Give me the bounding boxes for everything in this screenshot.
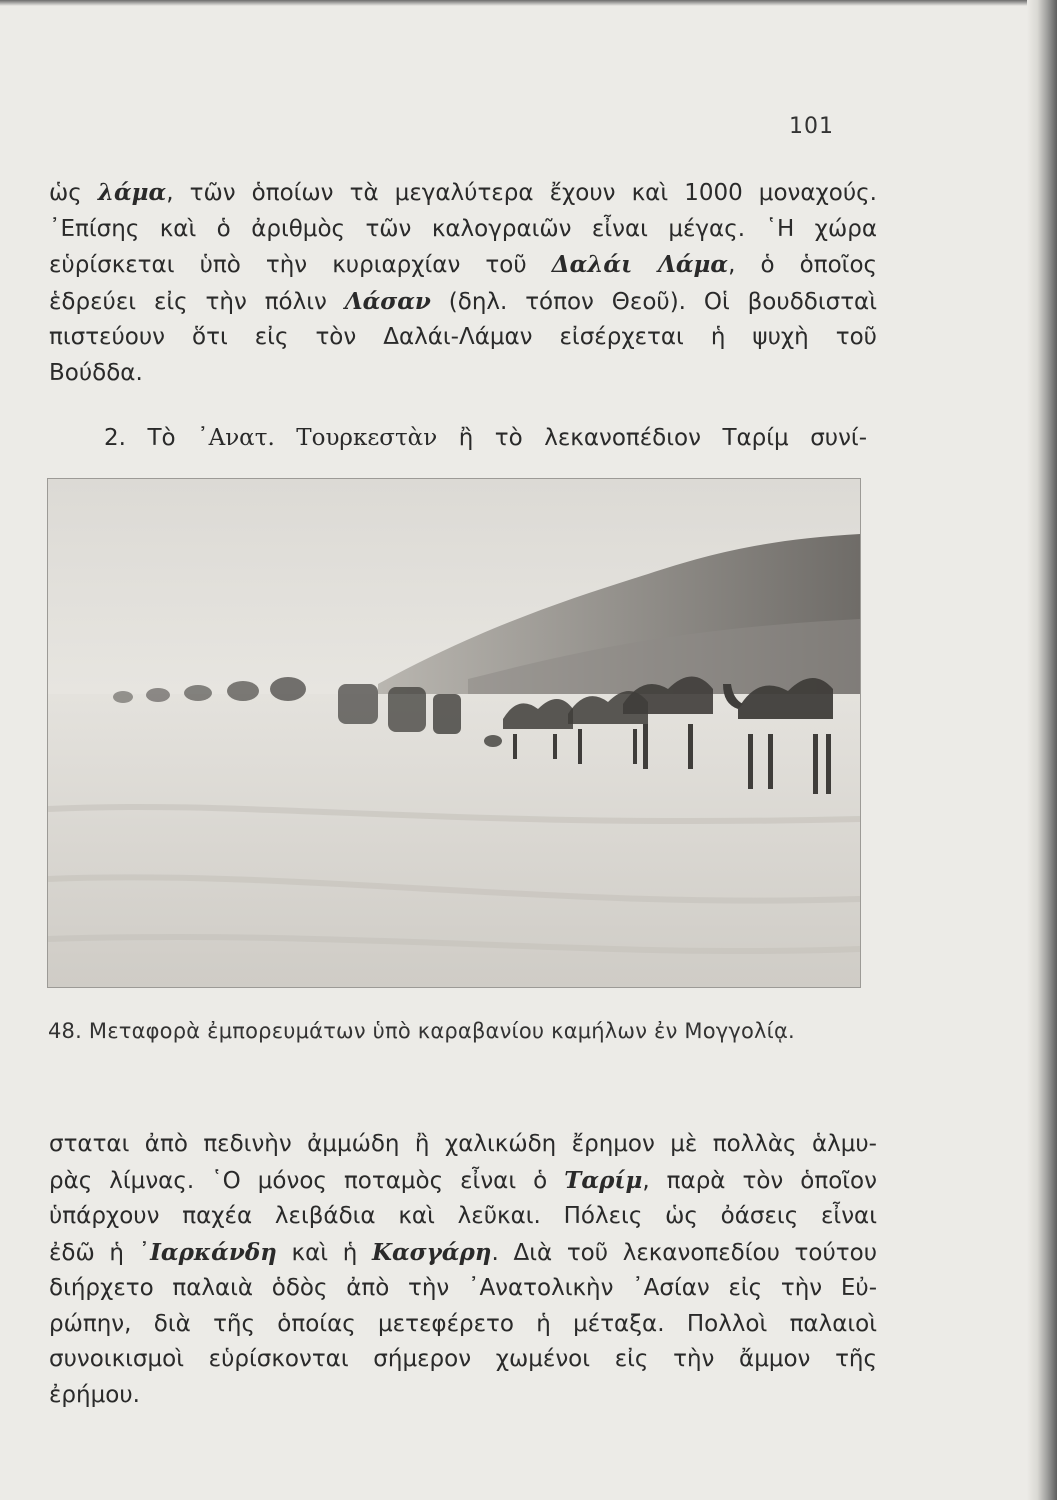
text-line: ἑδρεύει εἰς τὴν πόλιν Λάσαν (δηλ. τόπον Θεοῦ). Οἱ βουδδισταὶ (49, 287, 877, 315)
text-line: ἐδῶ ἡ ᾿Ιαρκάνδη καὶ ἡ Κασγάρη. Διὰ τοῦ λεκανοπεδίου τούτου (49, 1238, 878, 1266)
section-heading (104, 421, 867, 456)
emphasized-term: Ιαρκάνδη (150, 1238, 277, 1266)
emphasized-term: Λάσαν (344, 287, 431, 315)
text-line: σταται ἀπὸ πεδινὴν ἀμμώδη ἢ χαλικώδη ἔρημον μὲ πολλὰς ἁλμυ- (49, 1131, 877, 1157)
figure-caption: 48. Μεταφορὰ ἐμπορευμάτων ὑπὸ καραβανίου καμήλων ἐν Μογγολίᾳ. (48, 1019, 795, 1043)
section-heading-prefix: 2. Τὸ ᾿ (104, 425, 209, 451)
text-line: ρώπην, διὰ τῆς ὁποίας μετεφέρετο ἡ μέταξα. Πολλοὶ παλαιοὶ (49, 1310, 877, 1337)
text-line: συνοικισμοὶ εὑρίσκονται σήμερον χωμένοι εἰς τὴν ἄμμον τῆς (49, 1346, 877, 1372)
paragraph-tarim (49, 1127, 877, 1413)
text-line: πιστεύουν ὅτι εἰς τὸν Δαλάι-Λάμαν εἰσέρχεται ἡ ψυχὴ τοῦ (49, 324, 877, 350)
paragraph-lamas (49, 175, 877, 391)
emphasized-term: Δαλάι Λάμα (551, 251, 729, 278)
text-line: εὑρίσκεται ὑπὸ τὴν κυριαρχίαν τοῦ Δαλάι Λάμα, ὁ ὁποῖος (49, 251, 878, 278)
section-heading-rest: ἢ τὸ λεκανοπέδιον Ταρίμ συνί- (437, 425, 868, 451)
page-number: 101 (789, 114, 834, 139)
text-line: ὑπάρχουν παχέα λειβάδια καὶ λεῦκαι. Πόλεις ὡς ὀάσεις εἶναι (49, 1203, 877, 1229)
text-line: διήρχετο παλαιὰ ὁδὸς ἀπὸ τὴν ᾿Ανατολικὴν ᾿Ασίαν εἰς τὴν Εὐ- (49, 1275, 877, 1301)
emphasized-term: λάμα (97, 179, 167, 206)
text-line: Βούδδα. (49, 359, 143, 386)
section-heading-title: Ανατ. Τουρκεστὰν (208, 425, 438, 451)
text-line: ἐρήμου. (49, 1381, 140, 1408)
text-line: ὡς λάμα, τῶν ὁποίων τὰ μεγαλύτερα ἔχουν καὶ 1000 μοναχούς. (49, 179, 877, 206)
figure-photo-camel-caravan (47, 478, 861, 988)
emphasized-term: Ταρίμ (564, 1166, 643, 1194)
text-line: ρὰς λίμνας. ῾Ο μόνος ποταμὸς εἶναι ὁ Ταρίμ, παρὰ τὸν ὁποῖον (49, 1166, 877, 1194)
emphasized-term: Κασγάρη (371, 1238, 492, 1266)
page-top-edge (0, 0, 1057, 6)
text-line: ᾿Επίσης καὶ ὁ ἀριθμὸς τῶν καλογραιῶν εἶναι μέγας. ῾Η χώρα (49, 215, 877, 242)
book-spine-shadow (1027, 0, 1057, 1500)
